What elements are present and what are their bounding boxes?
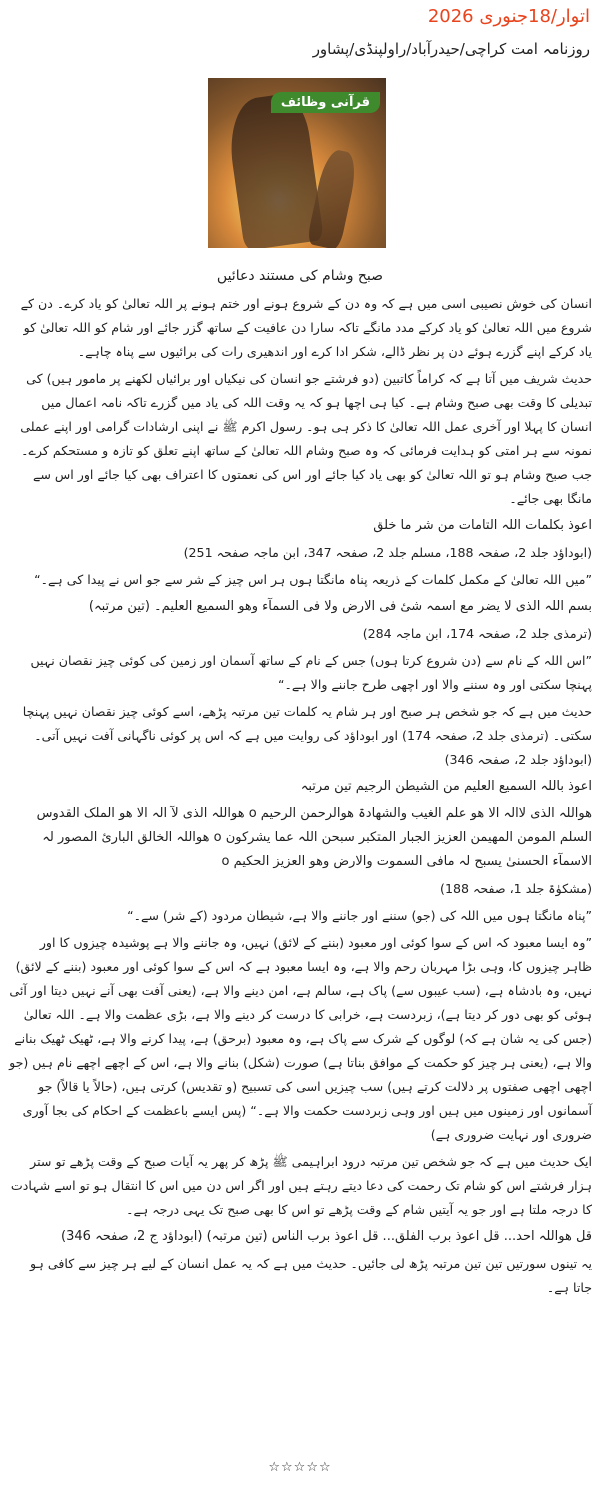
dua-text: اعوذ بکلمات اللہ التامات من شر ما خلق (373, 518, 592, 533)
reference: (ابوداؤد جلد 2، صفحہ 188، مسلم جلد 2، صفحہ 347، ابن ماجہ صفحہ 251) (183, 545, 592, 560)
paragraph: حدیث شریف میں آتا ہے کہ کراماً کاتبین (دو فرشتے جو انسان کی نیکیاں اور برائیاں لکھنے پر مامور ہیں) کی تبدیلی کا وقت بھی صبح وشام ہے۔ کیا ہی اچھا ہو کہ یہ وقت اللہ کی یاد میں گزرے تاکہ نامہ اعمال میں انسان کا پہلا اور آخری عمل اللہ تعالیٰ کا ذکر ہی ہو۔ رسول اکرم ﷺ نے اپنی ارشادات گرامی اور اپنے عملی نمونہ سے ہر امتی کو ہدایت فرمائی کہ وہ صبح وشام اللہ تعالیٰ کے ساتھ اپنے تعلق کو تازہ و مستحکم کرے۔ جب صبح وشام ہو تو اللہ تعالیٰ کو بھی یاد کیا جائے اور اس کی نعمتوں کا اعتراف بھی کیا جائے اور اس سے مانگا بھی جائے۔ (20, 371, 592, 506)
paragraph: یہ تینوں سورتیں تین تین مرتبہ پڑھ لی جائیں۔ حدیث میں ہے کہ یہ عمل انسان کے لیے ہر چیز سے کافی ہو جاتا ہے۔ (30, 1256, 592, 1295)
date-label: اتوار/18جنوری 2026 (427, 6, 590, 27)
translation: ”وہ ایسا معبود کہ اس کے سوا کوئی اور معبود (بننے کے لائق) نہیں، وہ جاننے والا ہے پوشیدہ چیزوں کا اور ظاہر چیزوں کا، وہی بڑا مہربان رحم والا ہے، وہ ایسا معبود ہے کہ اس کے سوا کوئی اور معبود (بننے کے لائق) نہیں، وہ بادشاہ ہے، (سب عیبوں سے) پاک ہے، سالم ہے، امن دینے والا ہے، (یعنی آفت بھی آنے نہیں دیتا اور آئی ہوئی کو بھی دور کر دیتا ہے)، زبردست ہے، خرابی کا درست کر دینے والا ہے، بڑی عظمت والا ہے۔ اللہ تعالیٰ (جس کی یہ شان ہے کہ) لوگوں کے شرک سے پاک ہے، وہ معبود (برحق) ہے، پیدا کرنے والا ہے، ٹھیک ٹھیک بنانے والا ہے، (یعنی ہر چیز کو حکمت کے موافق بناتا ہے) صورت (شکل) بنانے والا ہے، اس کے اچھے اچھے نام ہیں (جو اچھی اچھی صفتوں پر دلالت کرتے ہیں) سب چیزیں اسی کی تسبیح (و تقدیس) کرتی ہیں، (حالاً یا قالاً) جو آسمانوں اور زمینوں میں ہیں اور وہی زبردست حکمت والا ہے۔“ (پس ایسے باعظمت کے احکام کی بجا آوری ضروری اور نہایت ضروری ہے) (9, 935, 592, 1142)
newspaper-source: روزنامہ امت کراچی/حیدرآباد/راولپنڈی/پشاور (312, 40, 590, 58)
translation: ”پناہ مانگتا ہوں میں اللہ کی (جو) سننے اور جاننے والا ہے، شیطان مردود (کے شر) سے۔“ (127, 908, 592, 923)
verse-text: ھواللہ الذی لاالہ الا ھو علم الغیب والشھادۃ ھوالرحمن الرحیم o ھواللہ الذی لآ الہ الا ھو الملک القدوس السلم المومن المھیمن العزیز الجبار المتکبر سبحن اللہ عما یشرکون o ھواللہ الخالق الباریٔ المصور لہ الاسمآء الحسنیٰ یسبح لہ مافی السموت والارض وھو العزیز الحکیم o (36, 806, 592, 869)
dua-text: بسم اللہ الذی لا یضر مع اسمہ شیٔ فی الارض ولا فی السمآء وھو السمیع العلیم۔ (تین مرتبہ) (88, 599, 592, 614)
translation: ”میں اللہ تعالیٰ کے مکمل کلمات کے ذریعہ پناہ مانگتا ہوں ہر اس چیز کے شر سے جو اس نے پیدا کی ہے۔“ (34, 572, 592, 587)
image-badge: قرآنی وظائف (271, 92, 380, 113)
header-image (208, 78, 386, 248)
surah-list: قل ھواللہ احد... قل اعوذ برب الفلق... قل اعوذ برب الناس (تین مرتبہ) (ابوداؤد ج 2، صفحہ 346) (61, 1229, 592, 1244)
article-heading: صبح وشام کی مستند دعائیں (216, 268, 384, 284)
reference: (مشکوٰۃ جلد 1، صفحہ 188) (440, 881, 592, 896)
article-body (8, 292, 592, 1303)
paragraph: ایک حدیث میں ہے کہ جو شخص تین مرتبہ درود ابراہیمی ﷺ پڑھ کر پھر یہ آیات صبح کے وقت پڑھے تو ستر ہزار فرشتے اس کو شام تک رحمت کی دعا دیتے رہتے ہیں اور اگر اس دن میں اس کا انتقال ہو تو اسے شہادت کا درجہ ملتا ہے اور جو یہ آیتیں شام کے وقت پڑھے تو اس کا بھی صبح تک یہی درجہ ہے۔ (10, 1154, 592, 1217)
reference: (ترمذی جلد 2، صفحہ 174، ابن ماجہ 284) (362, 626, 592, 641)
dua-text: اعوذ باللہ السمیع العلیم من الشیطن الرجیم تین مرتبہ (300, 779, 592, 794)
paragraph: انسان کی خوش نصیبی اسی میں ہے کہ وہ دن کے شروع ہونے اور ختم ہونے پر اللہ تعالیٰ کو یاد کرے۔ دن کے شروع میں اللہ تعالیٰ کو یاد کرکے مدد مانگے تاکہ سارا دن عافیت کے ساتھ گزر جائے اور شام کو اللہ تعالیٰ کو یاد کرکے اپنے گزرے ہوئے دن پر نظر ڈالے، شکر ادا کرے اور اندھیری رات کی برائیوں سے پناہ چاہے۔ (20, 296, 592, 359)
paragraph: حدیث میں ہے کہ جو شخص ہر صبح اور ہر شام یہ کلمات تین مرتبہ پڑھے، اسے کوئی چیز نقصان نہیں پہنچا سکتی۔ (ترمذی جلد 2، صفحہ 174) اور ابوداؤد کی روایت میں ہے کہ اس پر کوئی ناگہانی آفت نہیں آتی۔ (ابوداؤد جلد 2، صفحہ 346) (22, 704, 592, 767)
translation: ”اس اللہ کے نام سے (دن شروع کرتا ہوں) جس کے نام کے ساتھ آسمان اور زمین کی کوئی چیز نقصان نہیں پہنچا سکتی اور وہ سننے والا اور اچھی طرح جاننے والا ہے۔“ (30, 653, 592, 692)
footer-stars: ☆☆☆☆☆ (268, 1460, 332, 1475)
